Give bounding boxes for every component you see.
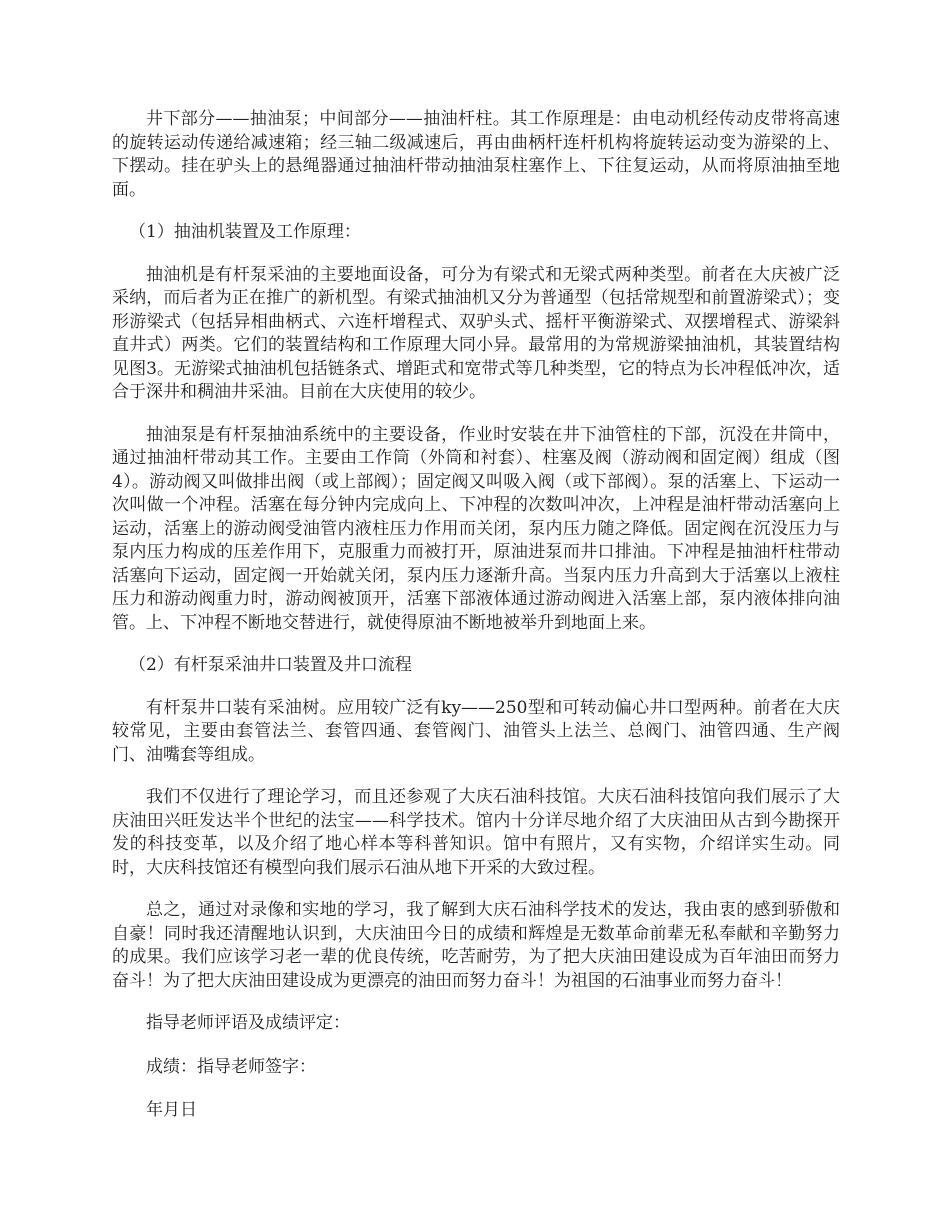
paragraph-pumping-unit: 抽油机是有杆泵采油的主要地面设备，可分为有梁式和无梁式两种类型。前者在大庆被广泛采纳，而后者为正在推广的新机型。有梁式抽油机又分为普通型（包括常规型和前置游梁式）；变形游梁式（包括异相曲柄式、六连杆增程式、双驴头式、摇杆平衡游梁式、双摆增程式、游梁斜直井式）两类。它们的装置结构和工作原理大同小异。最常用的为常规游梁抽油机，其装置结构见图3。无游梁式抽油机包括链条式、增距式和宽带式等几种类型，它的特点为长冲程低冲次，适合于深井和稠油井采油。目前在大庆使用的较少。 xyxy=(112,264,840,402)
document-page xyxy=(112,108,840,1143)
paragraph-museum-visit: 我们不仅进行了理论学习，而且还参观了大庆石油科技馆。大庆石油科技馆向我们展示了大庆油田兴旺发达半个世纪的法宝——科学技术。馆内十分详尽地介绍了大庆油田从古到今勘探开发的科技变革，以及介绍了地心样本等科普知识。馆中有照片，又有实物，介绍详实生动。同时，大庆科技馆还有模型向我们展示石油从地下开采的大致过程。 xyxy=(112,787,840,878)
paragraph-working-principle: 井下部分——抽油泵；中间部分——抽油杆柱。其工作原理是：由电动机经传动皮带将高速的旋转运动传递给减速箱；经三轴二级减速后，再由曲柄杆连杆机构将旋转运动变为游梁的上、下摆动。挂在驴头上的悬绳器通过抽油杆带动抽油泵柱塞作上、下往复运动，从而将原油抽至地面。 xyxy=(112,109,840,200)
grade-signature-label: 成绩：指导老师签字： xyxy=(146,1056,316,1077)
teacher-comment-label: 指导老师评语及成绩评定： xyxy=(146,1013,350,1033)
section-heading-pumping-unit: （1）抽油机装置及工作原理： xyxy=(129,222,361,242)
paragraph-oil-pump: 抽油泵是有杆泵抽油系统中的主要设备，作业时安装在井下油管柱的下部，沉没在井筒中，通过抽油杆带动其工作。主要由工作筒（外筒和衬套）、柱塞及阀（游动阀和固定阀）组成（图4）。游动阀又叫做排出阀（或上部阀）；固定阀又叫吸入阀（或下部阀）。泵的活塞上、下运动一次叫做一个冲程。活塞在每分钟内完成向上、下冲程的次数叫冲次，上冲程是油杆带动活塞向上运动，活塞上的游动阀受油管内液柱压力作用而关闭，泵内压力随之降低。固定阀在沉没压力与泵内压力构成的压差作用下，克服重力而被打开，原油进泵而井口排油。下冲程是抽油杆柱带动活塞向下运动，固定阀一开始就关闭，泵内压力逐渐升高。当泵内压力升高到大于活塞以上液柱压力和游动阀重力时，游动阀被顶开，活塞下部液体通过游动阀进入活塞上部，泵内液体排向油管。上、下冲程不断地交替进行，就使得原油不断地被举升到地面上来。 xyxy=(112,424,840,633)
section-heading-wellhead: （2）有杆泵采油井口装置及井口流程 xyxy=(129,655,412,675)
date-label: 年月日 xyxy=(146,1100,197,1120)
paragraph-wellhead: 有杆泵井口装有采油树。应用较广泛有ky——250型和可转动偏心井口型两种。前者在大庆较常见，主要由套管法兰、套管四通、套管阀门、油管头上法兰、总阀门、油管四通、生产阀门、油嘴套等组成。 xyxy=(112,697,840,765)
paragraph-conclusion: 总之，通过对录像和实地的学习，我了解到大庆石油科学技术的发达，我由衷的感到骄傲和自豪！同时我还清醒地认识到，大庆油田今日的成绩和辉煌是无数革命前辈无私奉献和辛勤努力的成果。我们应该学习老一辈的优良传统，吃苦耐劳，为了把大庆油田建设成为百年油田而努力奋斗！为了把大庆油田建设成为更漂亮的油田而努力奋斗！为祖国的石油事业而努力奋斗！ xyxy=(112,900,840,991)
